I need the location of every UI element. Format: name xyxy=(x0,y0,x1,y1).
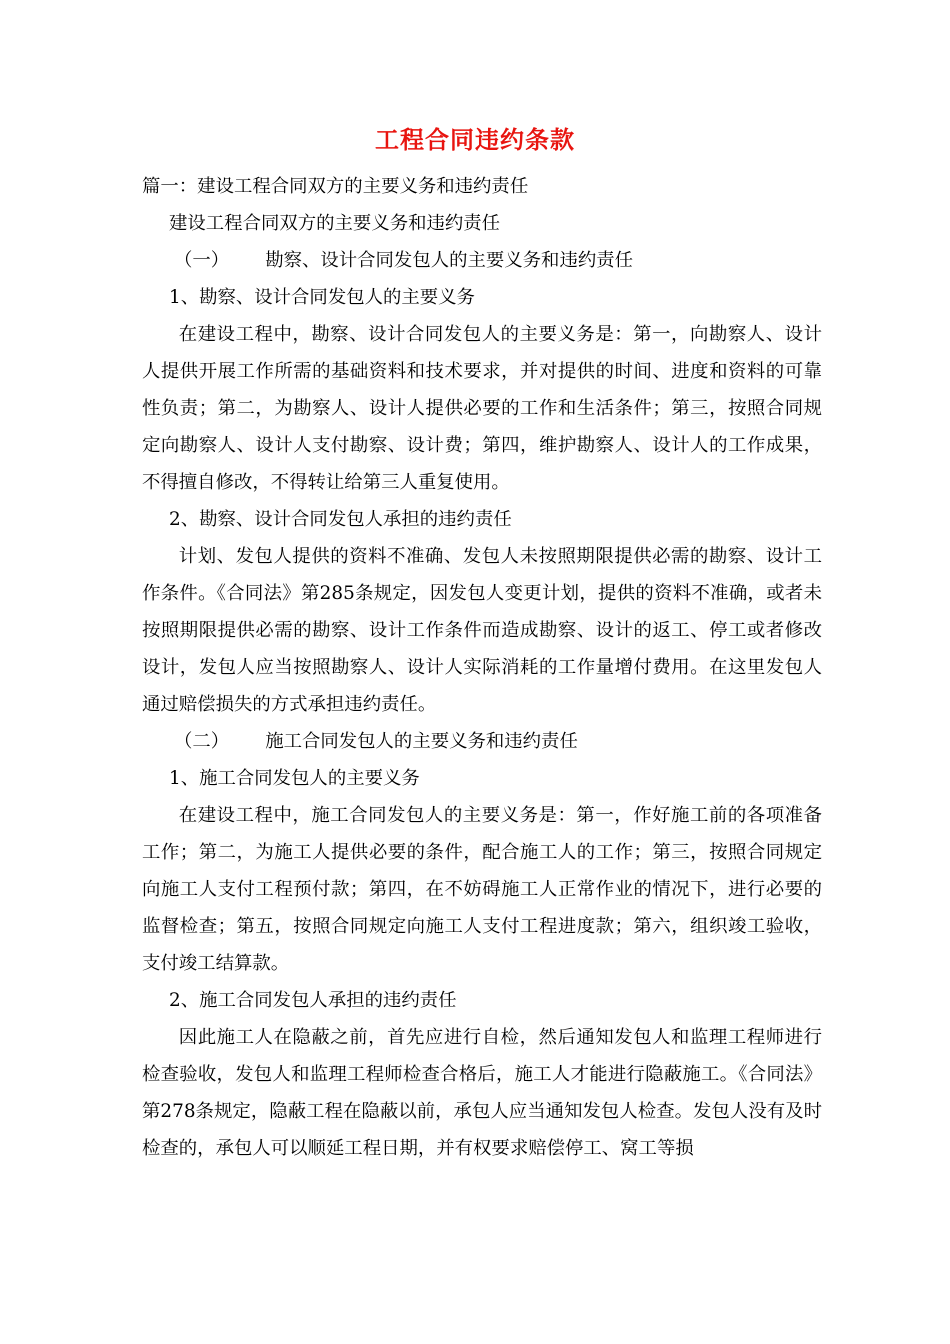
subtitle: 建设工程合同双方的主要义务和违约责任 xyxy=(169,213,501,234)
document-title: 工程合同违约条款 xyxy=(375,126,575,154)
section-1-number: （一） xyxy=(174,250,230,271)
section-2-heading xyxy=(142,723,822,760)
section-1-item-2-heading: 2、勘察、设计合同发包人承担的违约责任 xyxy=(169,509,512,530)
section-2-item-2-heading: 2、施工合同发包人承担的违约责任 xyxy=(169,990,457,1011)
section-1-title: 勘察、设计合同发包人的主要义务和违约责任 xyxy=(265,250,634,271)
section-1-item-1-paragraph: 在建设工程中，勘察、设计合同发包人的主要义务是：第一，向勘察人、设计人提供开展工作所需的基础资料和技术要求，并对提供的时间、进度和资料的可靠性负责；第二，为勘察人、设计人提供必要的工作和生活条件；第三，按照合同规定向勘察人、设计人支付勘察、设计费；第四，维护勘察人、设计人的工作成果，不得擅自修改，不得转让给第三人重复使用。 xyxy=(142,324,822,493)
section-2-item-2-paragraph: 因此施工人在隐蔽之前，首先应进行自检，然后通知发包人和监理工程师进行检查验收，发包人和监理工程师检查合格后，施工人才能进行隐蔽施工。《合同法》第278条规定，隐蔽工程在隐蔽以前，承包人应当通知发包人检查。发包人没有及时检查的，承包人可以顺延工程日期，并有权要求赔偿停工、窝工等损 xyxy=(142,1027,822,1159)
section-1-heading xyxy=(142,242,822,279)
section-1-item-2-paragraph: 计划、发包人提供的资料不准确、发包人未按照期限提供必需的勘察、设计工作条件。《合同法》第285条规定，因发包人变更计划，提供的资料不准确，或者未按照期限提供必需的勘察、设计工作条件而造成勘察、设计的返工、停工或者修改设计，发包人应当按照勘察人、设计人实际消耗的工作量增付费用。在这里发包人通过赔偿损失的方式承担违约责任。 xyxy=(142,546,822,715)
document-body xyxy=(142,168,822,1167)
section-1-item-1-heading: 1、勘察、设计合同发包人的主要义务 xyxy=(169,287,475,308)
chapter-heading: 篇一：建设工程合同双方的主要义务和违约责任 xyxy=(142,176,529,197)
section-2-title: 施工合同发包人的主要义务和违约责任 xyxy=(265,731,578,752)
section-2-item-1-paragraph: 在建设工程中，施工合同发包人的主要义务是：第一，作好施工前的各项准备工作；第二，为施工人提供必要的条件，配合施工人的工作；第三，按照合同规定向施工人支付工程预付款；第四，在不妨碍施工人正常作业的情况下，进行必要的监督检查；第五，按照合同规定向施工人支付工程进度款；第六，组织竣工验收，支付竣工结算款。 xyxy=(142,805,822,974)
section-2-item-1-heading: 1、施工合同发包人的主要义务 xyxy=(169,768,420,789)
section-2-number: （二） xyxy=(174,731,230,752)
